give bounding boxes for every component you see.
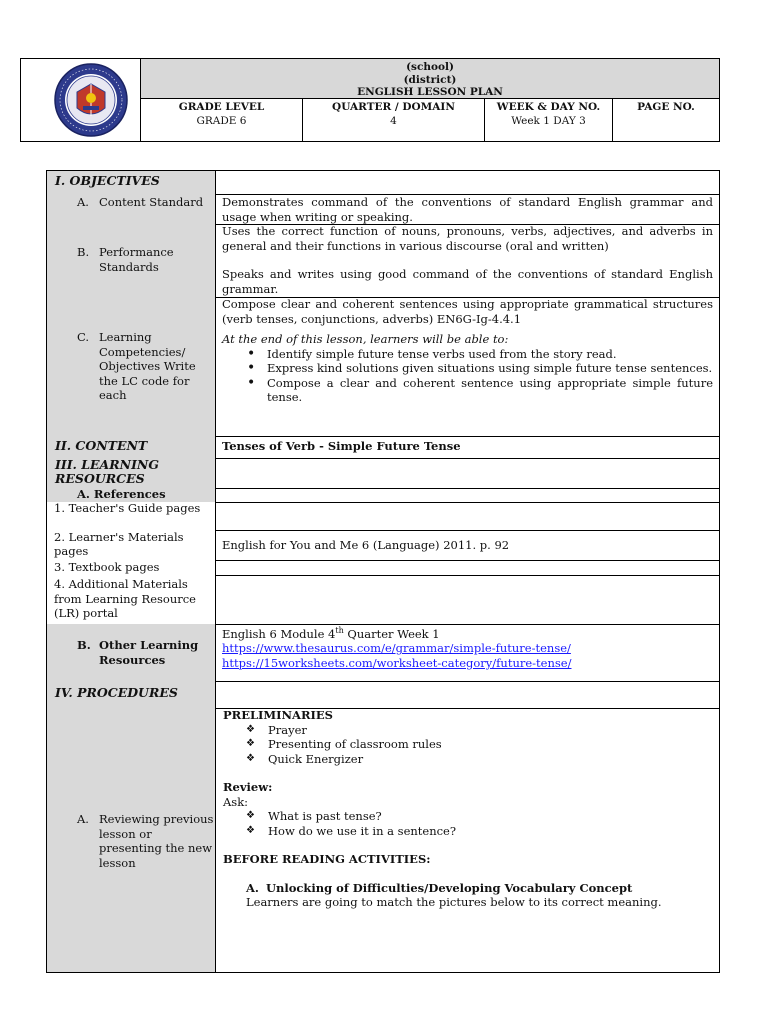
worksheets-link[interactable]: https://15worksheets.com/worksheet-category/future-tense/ xyxy=(222,655,572,670)
lesson-plan-table xyxy=(46,170,720,973)
performance-standards-row: B. Performance Standards Uses the correct function of nouns, pronouns, verbs, adjectives, and adverbs in general and their functions in various discourse (oral and written) Speaks and writes using good command of the conventions of standard English grammar. xyxy=(47,224,719,298)
content-standard-text: Demonstrates command of the conventions of standard English grammar and usage when writing or speaking. xyxy=(222,195,713,224)
learners-materials-label: 2. Learner's Materials pages xyxy=(47,530,216,560)
list-item: ❖ What is past tense? xyxy=(268,809,713,824)
competency-text: Compose clear and coherent sentences using appropriate grammatical structures (verb tenses, conjunctions, adverbs) EN6G-Ig-4.4.1 xyxy=(222,297,713,326)
list-item: • Compose a clear and coherent sentence using appropriate simple future tense. xyxy=(267,376,713,405)
module-reference: English 6 Module 4th Quarter Week 1 xyxy=(222,626,440,641)
page-no-cell: PAGE NO. xyxy=(637,101,695,113)
list-item: • Identify simple future tense verbs used from the story read. xyxy=(267,347,713,362)
textbook-row xyxy=(47,560,719,576)
deped-seal-cell xyxy=(21,59,141,141)
review-questions xyxy=(223,809,713,838)
preliminaries-title: PRELIMINARIES xyxy=(223,708,333,722)
resources-heading-row xyxy=(47,458,719,489)
procedures-heading-row xyxy=(47,681,719,709)
performance-standard-text-2: Speaks and writes using good command of the conventions of standard English grammar. xyxy=(222,267,713,296)
reviewing-row: A. Reviewing previous lesson or presenting the new lesson PRELIMINARIES ❖ Prayer ❖ Presenting of classroom rules ❖ Quick Energizer Review: Ask: ❖ What is past tense? ❖ How do we use it in a sentence? BEFORE READING ACTIVITIES: A. Unlocking of Difficulties/Developing Vocabulary Concept Learners are going to match the pictures below to its correct meaning. xyxy=(47,708,719,972)
grade-level-cell: GRADE LEVEL GRADE 6 xyxy=(141,99,303,141)
additional-materials-row xyxy=(47,575,719,625)
learners-materials-value: English for You and Me 6 (Language) 2011. p. 92 xyxy=(222,538,510,552)
performance-standard-text-1: Uses the correct function of nouns, pronouns, verbs, adjectives, and adverbs in general and their functions in various discourse (oral and written) xyxy=(222,224,713,253)
school-info xyxy=(141,59,719,99)
review-title: Review: xyxy=(223,780,273,794)
preliminaries-list xyxy=(223,723,713,767)
deped-seal-logo xyxy=(53,62,129,138)
teachers-guide-row xyxy=(47,502,719,531)
list-item: ❖ How do we use it in a sentence? xyxy=(268,824,713,839)
district-name: (district) xyxy=(403,73,457,86)
quarter-domain-cell: QUARTER / DOMAIN 4 xyxy=(303,99,485,141)
unlocking-title: A. Unlocking of Difficulties/Developing Vocabulary Concept xyxy=(246,880,633,895)
week-day-cell: WEEK & DAY NO. Week 1 DAY 3 xyxy=(485,99,613,141)
competencies-row: C. Learning Competencies/ Objectives Write the LC code for each Compose clear and coherent sentences using appropriate grammatical structures (verb tenses, conjunctions, adverbs) EN6G-Ig-4.4.1 At the end of this lesson, learners will be able to: • Identify simple future tense verbs used from the story read. • Express kind solutions given situations using simple future tense sentences. • Compose a clear and coherent sentence using appropriate simple future tense. xyxy=(47,297,719,437)
resources-heading: III. LEARNING RESOURCES xyxy=(47,458,216,488)
references-label: A. References xyxy=(47,488,216,502)
thesaurus-link[interactable]: https://www.thesaurus.com/e/grammar/simple-future-tense/ xyxy=(222,641,571,656)
before-reading-title: BEFORE READING ACTIVITIES: xyxy=(223,852,431,866)
ask-label: Ask: xyxy=(223,794,249,809)
content-row xyxy=(47,436,719,459)
additional-materials-label: 4. Additional Materials from Learning Resource (LR) portal xyxy=(47,575,216,624)
other-resources-row: B. Other Learning Resources English 6 Module 4th Quarter Week 1 https://www.thesaurus.com/e/grammar/simple-future-tense/ https://15worksheets.com/worksheet-category/future-tense/ xyxy=(47,624,719,682)
objectives-heading-row xyxy=(47,171,719,195)
lesson-plan-header xyxy=(20,58,720,142)
learners-materials-row xyxy=(47,530,719,561)
list-item: • Express kind solutions given situations using simple future tense sentences. xyxy=(267,361,713,376)
content-standard-row: A. Content Standard Demonstrates command of the conventions of standard English grammar and usage when writing or speaking. xyxy=(47,194,719,225)
procedures-heading: IV. PROCEDURES xyxy=(47,681,216,708)
unlocking-text: Learners are going to match the pictures below to its correct meaning. xyxy=(246,895,662,909)
list-item: ❖ Quick Energizer xyxy=(268,752,713,767)
list-item: ❖ Presenting of classroom rules xyxy=(268,737,713,752)
textbook-label: 3. Textbook pages xyxy=(47,560,216,575)
objectives-heading: I. OBJECTIVES xyxy=(47,171,216,194)
competency-list xyxy=(222,347,713,405)
content-heading: II. CONTENT xyxy=(47,436,216,458)
competency-intro: At the end of this lesson, learners will be able to: xyxy=(222,332,509,346)
content-value: Tenses of Verb - Simple Future Tense xyxy=(222,439,461,453)
list-item: ❖ Prayer xyxy=(268,723,713,738)
school-name: (school) xyxy=(406,61,454,73)
plan-title: ENGLISH LESSON PLAN xyxy=(357,86,503,98)
teachers-guide-label: 1. Teacher's Guide pages xyxy=(47,502,216,530)
